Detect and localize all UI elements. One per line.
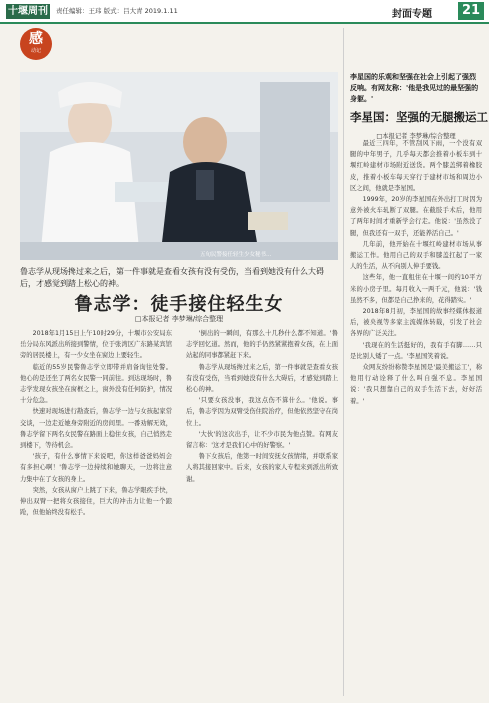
paragraph: '孩子，有什么事情下来说吧，你这样爸爸妈妈会有多担心啊！'鲁志学一边持续和她聊天，一边将注意力集中在了女孩的身上。 [20,453,172,483]
paragraph: 2018年1月15日上午10时29分，十堰市公安局东岳分局东风派出所接到警情，位于张湾区广东路某宾馆旁的居民楼上，有一少女坐在窗边上要轻生。 [20,330,172,360]
paragraph: '大伙'的这次出手，让不少市民为他点赞。有网友留言称：'这才是我们心中的好警察。' [186,430,338,450]
badge-big-char: 感 [29,31,43,47]
article-column-2 [186,328,338,696]
paragraph: 众网友纷纷称赞李星国是'最美搬运工'，称他用行动诠释了什么叫自强不息。李星国说：'我只想靠自己的双手生活下去，好好活着。' [350,364,482,405]
side-article-column [350,138,482,696]
paragraph: 突然，女孩从窗户上跳了下来，鲁志学眼疾手快，伸出双臂一把将女孩接住，巨大的冲击力让他一个踉跄，但他始终没有松手。 [20,486,172,517]
side-article-header [350,72,488,140]
paragraph: '倒出的一瞬间，有那么十几秒什么都不知道。'鲁志学回忆道。然而，他的手仍然紧紧抱着女孩，在上面站起的同事都紧赶下来。 [186,330,338,360]
main-byline: □本报记者 李梦琳/综合整理 [134,315,224,323]
page-number: 21 [458,2,484,20]
side-intro: 李星国的乐观和坚强在社会上引起了强烈反响。有网友称：'他是我见过的最坚强的身躯。' [350,73,479,103]
paragraph: '只要女孩没事，我这点伤不算什么。'他说。事后，鲁志学因为双臂受伤住院治疗，但他依然坚守在岗位上。 [186,397,338,427]
paragraph: 几年前，他开始在十堰红岭建材市场从事搬运工作。他用自己的双手和膝盖扛起了一家人的生活，从不向别人伸手要钱。 [350,240,482,271]
masthead: 十堰周刊 [8,6,48,17]
paragraph: 这些年，他一直租住在十堰一间约10平方米的小房子里。每月收入一两千元，他说：'钱虽然不多，但都是自己挣来的，花得踏实。' [350,274,482,304]
paragraph: 2018年8月初，李星国的故事经媒体报道后，被央视等多家主流媒体转载，引发了社会各界的广泛关注。 [350,308,482,338]
photo-illustration [20,72,338,260]
article-column-1 [20,328,172,696]
paragraph: '我现在的生活挺好的，我有手有脚……只是比别人矮了一点。'李星国笑着说。 [350,341,482,360]
lead-paragraph: 鲁志学从现场搀过来之后，第一件事就是查看女孩有没有受伤，当看到她没有什么大碍后，才感觉到踏上松心的神。 [20,267,324,288]
paragraph: 1999年，20岁的李星国在外出打工时因为意外被火车轧断了双腿。在截肢手术后，他用了两年时间才重新学会行走。他说：'虽然没了腿，但我还有一双手，还能养活自己。' [350,196,482,237]
side-headline: 李星国：坚强的无腿搬运工 [350,110,488,124]
paragraph: 最近三四年，不管刮风下雨，一个没有双腿的中年男子，几乎每天都会推着小板车到十堰红岭建材市场附近送货。两个膝盖绑着橡胶皮，推着小板车每天穿行于建材市场和周边小区之间，他就是李星国。 [350,140,482,192]
section-badge [20,28,52,60]
paragraph: 鲁下女孩后，他第一时间安抚女孩情绪，并联系家人将其接回家中。后来，女孩的家人专程来到派出所致谢。 [186,453,338,483]
column-divider [343,28,344,696]
news-photo [20,72,338,260]
side-byline: □本报记者 李梦琳/综合整理 [376,133,456,140]
section-title: 封面专题 [392,9,432,20]
paragraph: 临近的55岁民警鲁志学立即带并肩备询往处警。他心的是还坐了两名女民警一同前往。到达现场时，鲁志学发现女孩坐在窗框之上，窗外没有任何防护，情况十分危急。 [20,363,172,405]
photo-caption: 五旬民警接任轻生少女秘书… [200,252,272,258]
badge-small-text: 动记 [30,48,41,54]
paragraph: 快速对现场进行勘查后，鲁志学一边与女孩起家常交谈，一边走近她身旁附近的房间里。一番劝解无效，鲁志学留下两名女民警在路面上稳住女孩，自己悄然走到楼下，等待机会。 [20,408,172,450]
issue-info: 责任编辑：王玮 版式：吕大青 2019.1.11 [56,7,178,15]
paragraph: 鲁志学从现场搀过来之后，第一件事就是查看女孩有没有受伤，当看到她没有什么大碍后，才感觉到踏上松心的神。 [186,363,338,394]
header-rule [0,22,489,24]
main-headline: 鲁志学：徒手接住轻生女 [74,294,284,315]
